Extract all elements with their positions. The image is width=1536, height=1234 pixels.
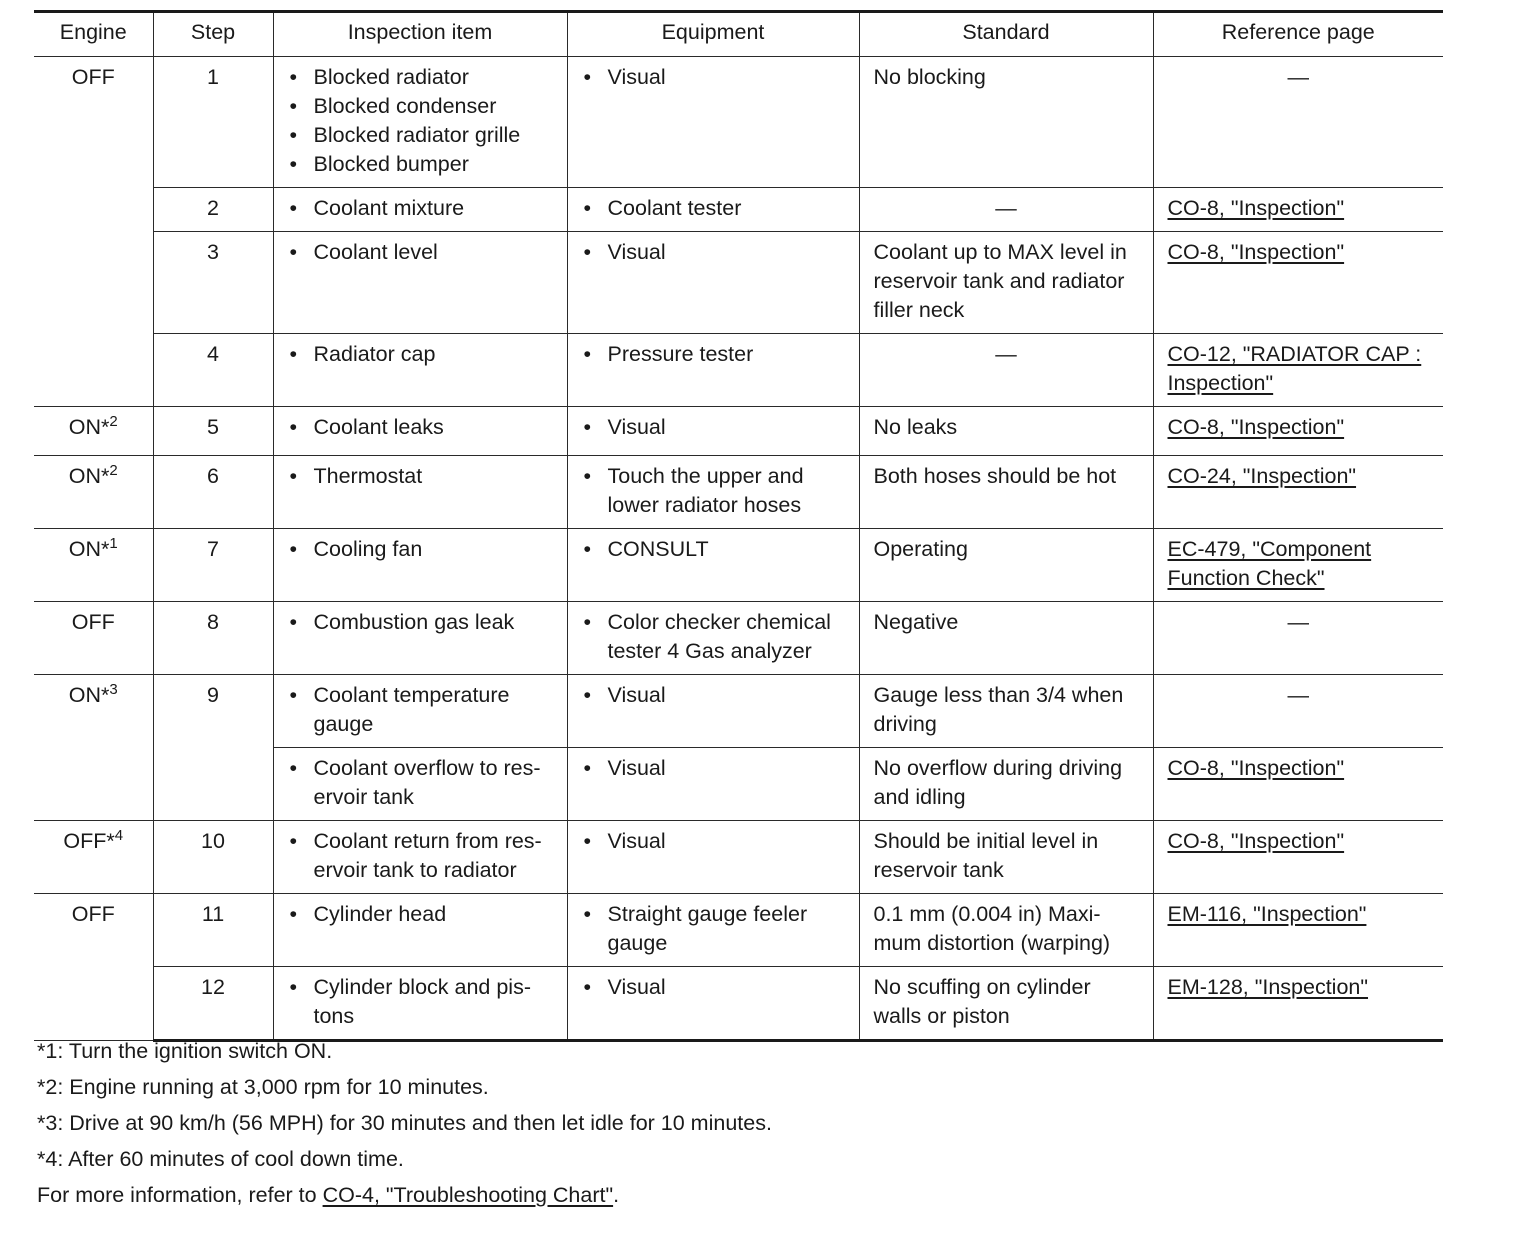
equipment-list	[582, 63, 845, 92]
more-info-end: .	[613, 1183, 620, 1207]
engine-state: ON*	[68, 537, 110, 561]
inspection-item: • Thermostat	[288, 462, 553, 491]
inspection-item: • Coolant mixture	[288, 194, 553, 223]
standard-cell: No blocking	[859, 57, 1153, 188]
equipment-item: • Color checker chemical tester 4 Gas analyzer	[582, 608, 845, 666]
more-info-text: For more information, refer to	[37, 1183, 323, 1207]
reference-cell	[1153, 821, 1443, 894]
equipment-list	[582, 194, 845, 223]
reference-cell	[1153, 407, 1443, 456]
inspection-item-list	[288, 973, 553, 1031]
inspection-item-cell	[273, 334, 567, 407]
engine-cell	[34, 407, 153, 456]
inspection-item-list	[288, 535, 553, 564]
equipment-item: • Straight gauge feeler gauge	[582, 900, 845, 958]
equipment-list	[582, 413, 845, 442]
table-row	[34, 456, 1443, 529]
equipment-item: • Visual	[582, 827, 845, 856]
engine-state: ON*	[68, 683, 110, 707]
standard-cell: No leaks	[859, 407, 1153, 456]
footnotes	[37, 1033, 772, 1213]
engine-cell	[34, 821, 153, 894]
inspection-item-list	[288, 900, 553, 929]
reference-link[interactable]: CO-8, "Inspection"	[1167, 829, 1345, 853]
equipment-cell	[567, 456, 859, 529]
inspection-item-list	[288, 681, 553, 739]
equipment-item: • Visual	[582, 681, 845, 710]
reference-cell	[1153, 232, 1443, 334]
inspection-item: • Combustion gas leak	[288, 608, 553, 637]
reference-cell	[1153, 334, 1443, 407]
step-cell: 10	[153, 821, 273, 894]
table-row	[34, 57, 1443, 188]
equipment-list	[582, 973, 845, 1002]
step-cell: 11	[153, 894, 273, 967]
reference-link[interactable]: EM-116, "Inspection"	[1167, 902, 1367, 926]
inspection-item-cell	[273, 456, 567, 529]
reference-link[interactable]: CO-12, "RADIATOR CAP : Inspection"	[1167, 342, 1422, 395]
table-row	[34, 894, 1443, 967]
inspection-item-list	[288, 413, 553, 442]
equipment-item: • Touch the upper and lower radiator hoses	[582, 462, 845, 520]
equipment-cell	[567, 232, 859, 334]
step-cell: 5	[153, 407, 273, 456]
equipment-list	[582, 340, 845, 369]
inspection-item-cell	[273, 675, 567, 748]
reference-link[interactable]: CO-8, "Inspection"	[1167, 196, 1345, 220]
reference-cell: —	[1153, 57, 1443, 188]
reference-cell	[1153, 894, 1443, 967]
inspection-item: • Coolant temperature gauge	[288, 681, 553, 739]
inspection-item-cell	[273, 967, 567, 1041]
table-row	[34, 334, 1443, 407]
col-header-inspection-item: Inspection item	[273, 12, 567, 57]
inspection-item: • Blocked bumper	[288, 150, 553, 179]
reference-cell	[1153, 967, 1443, 1041]
inspection-item: • Coolant return from res-ervoir tank to radiator	[288, 827, 553, 885]
equipment-cell	[567, 529, 859, 602]
equipment-cell	[567, 967, 859, 1041]
standard-cell: 0.1 mm (0.004 in) Maxi-mum distortion (warping)	[859, 894, 1153, 967]
step-cell: 4	[153, 334, 273, 407]
standard-cell: Should be initial level in reservoir tank	[859, 821, 1153, 894]
engine-state: ON*	[68, 464, 110, 488]
standard-cell: Both hoses should be hot	[859, 456, 1153, 529]
inspection-item: • Blocked condenser	[288, 92, 553, 121]
col-header-standard: Standard	[859, 12, 1153, 57]
equipment-cell	[567, 57, 859, 188]
step-cell: 1	[153, 57, 273, 188]
inspection-item: • Cylinder head	[288, 900, 553, 929]
step-cell: 3	[153, 232, 273, 334]
standard-cell: Negative	[859, 602, 1153, 675]
equipment-list	[582, 462, 845, 520]
equipment-list	[582, 827, 845, 856]
equipment-list	[582, 681, 845, 710]
inspection-item-list	[288, 827, 553, 885]
reference-cell: —	[1153, 675, 1443, 748]
col-header-reference-page: Reference page	[1153, 12, 1443, 57]
step-cell: 8	[153, 602, 273, 675]
reference-cell	[1153, 188, 1443, 232]
standard-cell: Coolant up to MAX level in reservoir tank and radiator filler neck	[859, 232, 1153, 334]
more-info-line	[37, 1177, 772, 1213]
inspection-item-list	[288, 462, 553, 491]
reference-cell	[1153, 456, 1443, 529]
troubleshooting-chart-link[interactable]: CO-4, "Troubleshooting Chart"	[322, 1183, 614, 1207]
inspection-item: • Cooling fan	[288, 535, 553, 564]
standard-cell: —	[859, 188, 1153, 232]
equipment-item: • Visual	[582, 973, 845, 1002]
inspection-item-list	[288, 238, 553, 267]
engine-footnote-ref: 3	[109, 680, 118, 698]
equipment-cell	[567, 675, 859, 748]
equipment-list	[582, 238, 845, 267]
inspection-item-cell	[273, 407, 567, 456]
inspection-table	[34, 10, 1443, 1042]
table-row	[34, 407, 1443, 456]
col-header-engine: Engine	[34, 12, 153, 57]
engine-state: OFF*	[63, 829, 115, 853]
inspection-item-list	[288, 340, 553, 369]
reference-cell: —	[1153, 602, 1443, 675]
inspection-item: • Radiator cap	[288, 340, 553, 369]
standard-cell: Gauge less than 3/4 when driving	[859, 675, 1153, 748]
footnote-3: *3: Drive at 90 km/h (56 MPH) for 30 minutes and then let idle for 10 minutes.	[37, 1111, 772, 1135]
table-row	[34, 232, 1443, 334]
equipment-item: • Pressure tester	[582, 340, 845, 369]
reference-link[interactable]: CO-8, "Inspection"	[1167, 240, 1345, 264]
table-row	[34, 529, 1443, 602]
engine-state: OFF	[71, 610, 115, 634]
inspection-item: • Coolant overflow to res-ervoir tank	[288, 754, 553, 812]
engine-footnote-ref: 4	[114, 826, 124, 844]
equipment-cell	[567, 407, 859, 456]
standard-cell: —	[859, 334, 1153, 407]
equipment-cell	[567, 602, 859, 675]
inspection-item: • Blocked radiator	[288, 63, 553, 92]
inspection-item-cell	[273, 188, 567, 232]
equipment-item: • Visual	[582, 238, 845, 267]
engine-footnote-ref: 1	[109, 534, 118, 552]
inspection-item-cell	[273, 821, 567, 894]
footnote-4: *4: After 60 minutes of cool down time.	[37, 1147, 404, 1171]
engine-cell	[34, 456, 153, 529]
inspection-item-cell	[273, 529, 567, 602]
engine-cell	[34, 57, 153, 407]
inspection-item-list	[288, 63, 553, 179]
equipment-cell	[567, 821, 859, 894]
step-cell: 6	[153, 456, 273, 529]
engine-state: OFF	[71, 902, 115, 926]
equipment-item: • Visual	[582, 413, 845, 442]
inspection-item: • Blocked radiator grille	[288, 121, 553, 150]
engine-state: OFF	[71, 65, 115, 89]
step-cell: 9	[153, 675, 273, 821]
reference-link[interactable]: EC-479, "Component Function Check"	[1167, 537, 1372, 590]
reference-cell	[1153, 748, 1443, 821]
inspection-item: • Coolant level	[288, 238, 553, 267]
reference-link[interactable]: CO-8, "Inspection"	[1167, 756, 1345, 780]
equipment-item: • Coolant tester	[582, 194, 845, 223]
engine-footnote-ref: 2	[109, 461, 118, 479]
inspection-item-cell	[273, 748, 567, 821]
inspection-item-cell	[273, 602, 567, 675]
engine-cell	[34, 894, 153, 1041]
standard-cell: Operating	[859, 529, 1153, 602]
equipment-list	[582, 900, 845, 958]
step-cell: 7	[153, 529, 273, 602]
inspection-item: • Cylinder block and pis-tons	[288, 973, 553, 1031]
table-row	[34, 602, 1443, 675]
inspection-item-list	[288, 608, 553, 637]
reference-link[interactable]: CO-8, "Inspection"	[1167, 415, 1345, 439]
standard-cell: No overflow during driving and idling	[859, 748, 1153, 821]
header-row	[34, 12, 1443, 57]
inspection-item-cell	[273, 232, 567, 334]
step-cell: 12	[153, 967, 273, 1041]
inspection-item-cell	[273, 894, 567, 967]
table-row	[34, 188, 1443, 232]
equipment-list	[582, 608, 845, 666]
reference-link[interactable]: CO-24, "Inspection"	[1167, 464, 1357, 488]
equipment-item: • Visual	[582, 754, 845, 783]
equipment-cell	[567, 748, 859, 821]
col-header-step: Step	[153, 12, 273, 57]
inspection-item-cell	[273, 57, 567, 188]
table-row	[34, 821, 1443, 894]
equipment-item: • Visual	[582, 63, 845, 92]
inspection-item-list	[288, 194, 553, 223]
engine-cell	[34, 602, 153, 675]
equipment-cell	[567, 894, 859, 967]
reference-cell	[1153, 529, 1443, 602]
footnote-1: *1: Turn the ignition switch ON.	[37, 1039, 333, 1063]
equipment-cell	[567, 334, 859, 407]
footnote-2: *2: Engine running at 3,000 rpm for 10 minutes.	[37, 1075, 489, 1099]
reference-link[interactable]: EM-128, "Inspection"	[1167, 975, 1369, 999]
standard-cell: No scuffing on cylinder walls or piston	[859, 967, 1153, 1041]
equipment-list	[582, 754, 845, 783]
engine-cell	[34, 675, 153, 821]
engine-cell	[34, 529, 153, 602]
equipment-list	[582, 535, 845, 564]
inspection-item-list	[288, 754, 553, 812]
table-row	[34, 967, 1443, 1041]
equipment-cell	[567, 188, 859, 232]
inspection-item: • Coolant leaks	[288, 413, 553, 442]
table-row	[34, 675, 1443, 748]
step-cell: 2	[153, 188, 273, 232]
engine-footnote-ref: 2	[109, 412, 118, 430]
equipment-item: • CONSULT	[582, 535, 845, 564]
col-header-equipment: Equipment	[567, 12, 859, 57]
engine-state: ON*	[68, 415, 110, 439]
